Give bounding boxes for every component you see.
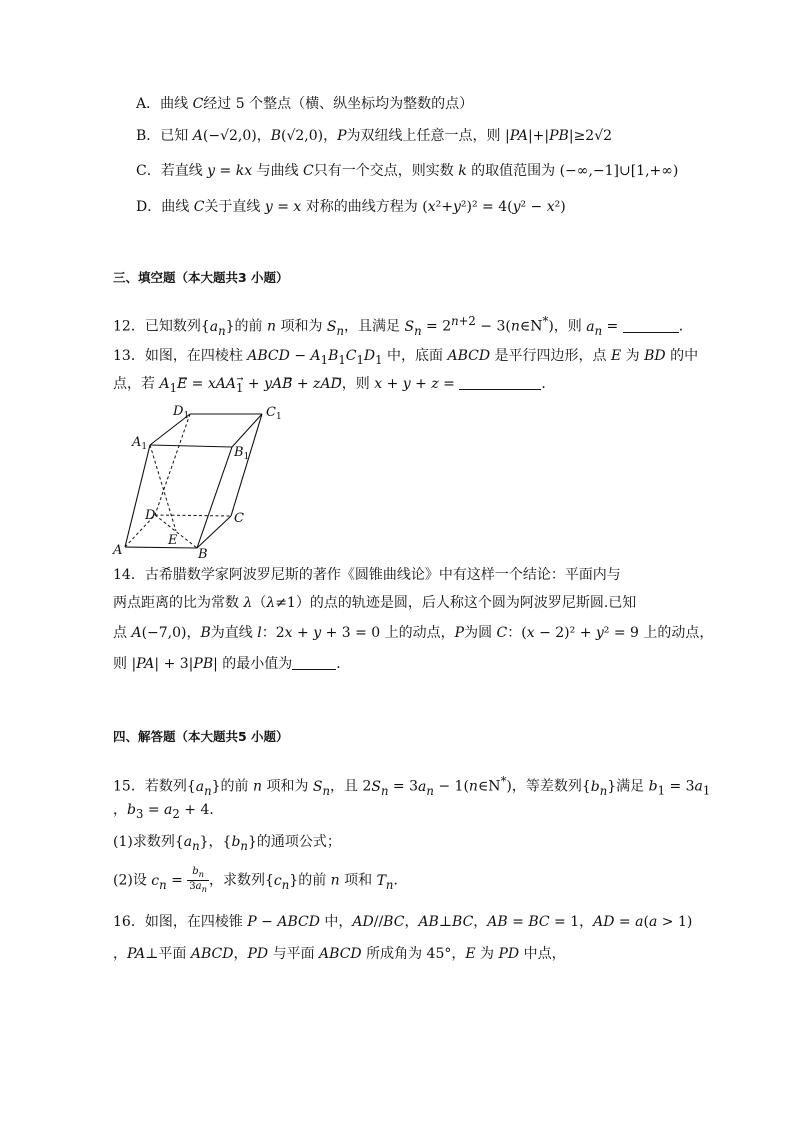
- problem-16-line1: 16．如图，在四棱锥 P − ABCD 中，AD//BC，AB⊥BC，AB = BC = 1，AD = a(a > 1): [113, 914, 693, 930]
- label-e: E: [168, 533, 178, 548]
- problem-15-line2: ，$b_3 = a_2 + 4$．: [113, 802, 224, 821]
- label-d: D: [145, 508, 156, 523]
- label-b: B: [198, 547, 208, 560]
- option-c: C．若直线 y = kx 与曲线 C只有一个交点，则实数 k 的取值范围为 (−∞,−1]∪[1,+∞): [136, 163, 679, 179]
- label-a1: $A_1$: [132, 435, 148, 452]
- problem-14-line4: 则 |PA| + 3|PB| 的最小值为 ．: [113, 656, 351, 672]
- option-d: D．曲线 C关于直线 y = x 对称的曲线方程为 (x²+y²)² = 4(y² − x²): [136, 199, 566, 215]
- label-a: A: [113, 543, 123, 558]
- section-3-heading: 三、填空题（本大题共3 小题）: [113, 270, 289, 285]
- option-b: B．已知 A(−√2,0)，B(√2,0)，P为双纽线上任意一点，则 |PA|+|PB|≥2√2: [136, 128, 613, 144]
- label-b1: $B_1$: [234, 445, 250, 462]
- problem-15-part2: (2)设 $c_n$ = $\frac{b_n}{3a_n}$ ，求数列$\{c_n\}$的前 n 项和 $T_n$．: [113, 866, 408, 894]
- label-c1: $C_1$: [266, 405, 282, 422]
- problem-14-line2: 两点距离的比为常数 λ（λ≠1）的点的轨迹是圆，后人称这个圆为阿波罗尼斯圆.已知: [113, 595, 637, 611]
- problem-13-line1: 13．如图，在四棱柱 ABCD − $A_1B_1C_1D_1$ 中，底面 ABCD 是平行四边形，点 E 为 BD 的中: [113, 348, 699, 367]
- problem-15-part1: (1)求数列$\{a_n\}$，$\{b_n\}$的通项公式；: [113, 834, 341, 853]
- problem-15-line1: 15．若数列$\{a_n\}$的前 n 项和为 $S_n$，且 $2S_n = 3a_n$ − 1(n∈N*)，等差数列$\{b_n\}$满足 $b_1 = 3a_1$: [113, 774, 711, 798]
- label-d1: $D_1$: [173, 404, 190, 421]
- problem-16-line2: ，PA⊥平面 ABCD，PD 与平面 ABCD 所成角为 45°，E 为 PD 中点，: [113, 946, 566, 962]
- problem-14-line3: 点 A(−7,0)，B为直线 l：2x + y + 3 = 0 上的动点，P为圆 C：(x − 2)² + y² = 9 上的动点，: [113, 625, 714, 641]
- parallelepiped-figure: [110, 402, 285, 560]
- label-c: C: [234, 511, 244, 526]
- section-4-heading: 四、解答题（本大题共5 小题）: [113, 729, 289, 744]
- problem-12: 12．已知数列$\{a_n\}$的前 n 项和为 $S_n$，且满足 $S_n = 2^{n+2}$ − 3(n∈N*)，则 $a_n$ = ．: [113, 314, 693, 338]
- problem-13-line2: 点，若 $A_1E⃗$ = xAA$_1$⃗ + yAB⃗ + zAD⃗，则 x + y + z = ．: [113, 376, 556, 395]
- problem-14-line1: 14．古希腊数学家阿波罗尼斯的著作《圆锥曲线论》中有这样一个结论：平面内与: [113, 567, 621, 583]
- option-a: A．曲线 C经过 5 个整点（横、纵坐标均为整数的点）: [136, 96, 474, 112]
